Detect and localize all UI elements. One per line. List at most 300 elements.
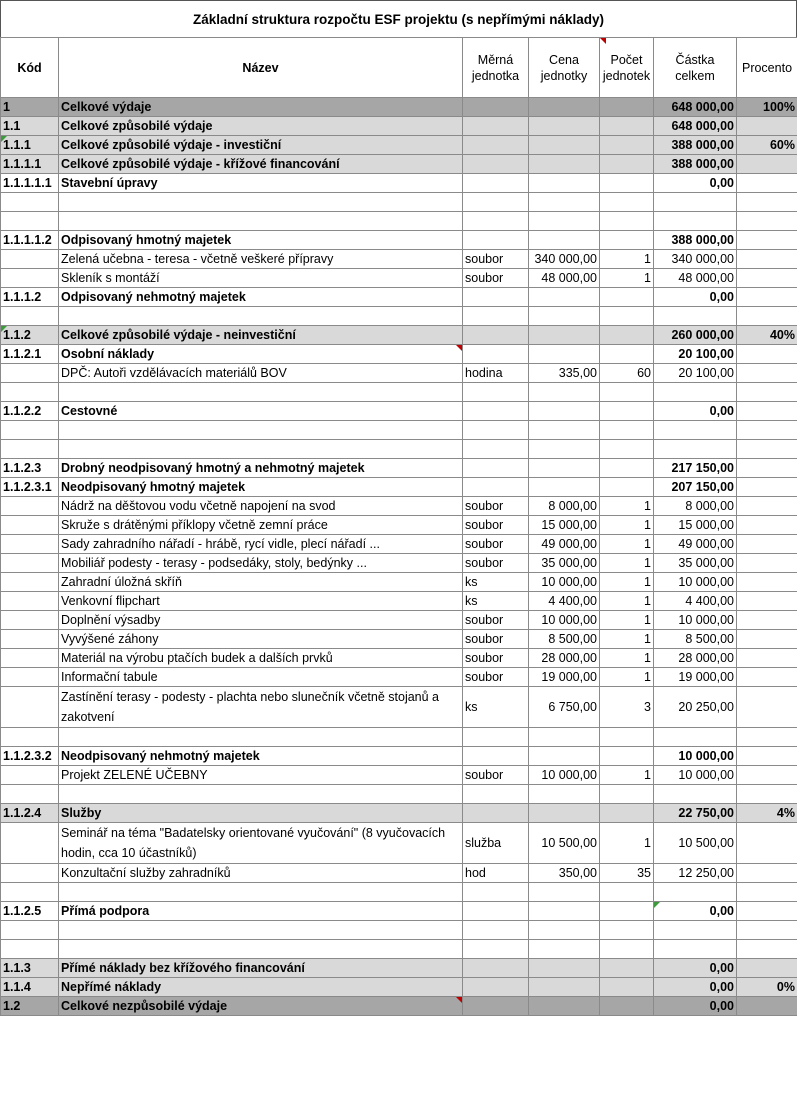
cell-kod[interactable]: 1.1.3 (1, 959, 59, 978)
cell-cena[interactable] (529, 174, 600, 193)
cell-procento[interactable] (737, 383, 797, 402)
cell-pocet[interactable] (600, 478, 654, 497)
cell-merna[interactable] (463, 940, 529, 959)
cell-nazev[interactable] (59, 212, 463, 231)
cell-procento[interactable] (737, 269, 797, 288)
cell-nazev[interactable]: Projekt ZELENÉ UČEBNY (59, 766, 463, 785)
cell-pocet[interactable] (600, 345, 654, 364)
cell-castka[interactable]: 20 250,00 (654, 687, 737, 728)
cell-merna[interactable] (463, 326, 529, 345)
cell-castka[interactable]: 0,00 (654, 288, 737, 307)
cell-procento[interactable] (737, 288, 797, 307)
cell-merna[interactable] (463, 459, 529, 478)
cell-procento[interactable] (737, 611, 797, 630)
cell-procento[interactable] (737, 554, 797, 573)
cell-kod[interactable]: 1.1.2.3.2 (1, 747, 59, 766)
cell-procento[interactable] (737, 307, 797, 326)
cell-nazev[interactable]: Doplnění výsadby (59, 611, 463, 630)
cell-merna[interactable]: hod (463, 864, 529, 883)
cell-nazev[interactable]: Konzultační služby zahradníků (59, 864, 463, 883)
cell-procento[interactable] (737, 364, 797, 383)
cell-castka[interactable]: 28 000,00 (654, 649, 737, 668)
cell-castka[interactable]: 49 000,00 (654, 535, 737, 554)
cell-procento[interactable]: 4% (737, 804, 797, 823)
cell-procento[interactable] (737, 728, 797, 747)
cell-nazev[interactable]: Nádrž na děštovou vodu včetně napojení na svod (59, 497, 463, 516)
cell-merna[interactable] (463, 440, 529, 459)
cell-nazev[interactable]: Cestovné (59, 402, 463, 421)
cell-pocet[interactable] (600, 288, 654, 307)
cell-nazev[interactable] (59, 193, 463, 212)
cell-procento[interactable] (737, 864, 797, 883)
cell-kod[interactable] (1, 921, 59, 940)
cell-kod[interactable]: 1.1.1.1 (1, 155, 59, 174)
cell-procento[interactable] (737, 174, 797, 193)
cell-nazev[interactable]: Nepřímé náklady (59, 978, 463, 997)
cell-nazev[interactable]: Služby (59, 804, 463, 823)
cell-castka[interactable]: 0,00 (654, 997, 737, 1016)
cell-nazev[interactable]: Mobiliář podesty - terasy - podsedáky, stoly, bedýnky ... (59, 554, 463, 573)
cell-cena[interactable] (529, 747, 600, 766)
cell-procento[interactable] (737, 940, 797, 959)
cell-castka[interactable]: 0,00 (654, 902, 737, 921)
cell-castka[interactable]: 10 000,00 (654, 766, 737, 785)
cell-kod[interactable]: 1.1.2.1 (1, 345, 59, 364)
cell-kod[interactable] (1, 592, 59, 611)
cell-kod[interactable]: 1.1.2.3 (1, 459, 59, 478)
cell-castka[interactable] (654, 212, 737, 231)
cell-cena[interactable] (529, 785, 600, 804)
cell-nazev[interactable]: Zastínění terasy - podesty - plachta nebo slunečník včetně stojanů a zakotvení (59, 687, 463, 728)
cell-pocet[interactable]: 1 (600, 611, 654, 630)
cell-nazev[interactable]: Neodpisovaný nehmotný majetek (59, 747, 463, 766)
cell-nazev[interactable]: Seminář na téma "Badatelsky orientované vyučování" (8 vyučovacích hodin, cca 10 účastníků) (59, 823, 463, 864)
cell-pocet[interactable] (600, 804, 654, 823)
cell-nazev[interactable]: Celkové způsobilé výdaje - křížové financování (59, 155, 463, 174)
cell-nazev[interactable]: Drobný neodpisovaný hmotný a nehmotný majetek (59, 459, 463, 478)
cell-castka[interactable]: 22 750,00 (654, 804, 737, 823)
cell-nazev[interactable]: Venkovní flipchart (59, 592, 463, 611)
cell-pocet[interactable] (600, 231, 654, 250)
cell-merna[interactable] (463, 193, 529, 212)
cell-cena[interactable]: 19 000,00 (529, 668, 600, 687)
cell-pocet[interactable]: 1 (600, 535, 654, 554)
cell-nazev[interactable]: Celkové způsobilé výdaje - investiční (59, 136, 463, 155)
cell-pocet[interactable] (600, 402, 654, 421)
cell-nazev[interactable]: DPČ: Autoři vzdělávacích materiálů BOV (59, 364, 463, 383)
cell-pocet[interactable]: 1 (600, 573, 654, 592)
cell-merna[interactable] (463, 728, 529, 747)
cell-cena[interactable]: 28 000,00 (529, 649, 600, 668)
cell-merna[interactable] (463, 231, 529, 250)
cell-cena[interactable]: 10 000,00 (529, 611, 600, 630)
cell-nazev[interactable] (59, 421, 463, 440)
cell-merna[interactable] (463, 117, 529, 136)
cell-cena[interactable] (529, 98, 600, 117)
cell-procento[interactable] (737, 402, 797, 421)
cell-procento[interactable]: 60% (737, 136, 797, 155)
cell-cena[interactable] (529, 902, 600, 921)
cell-procento[interactable] (737, 345, 797, 364)
cell-merna[interactable]: služba (463, 823, 529, 864)
cell-cena[interactable] (529, 959, 600, 978)
cell-kod[interactable] (1, 497, 59, 516)
cell-cena[interactable]: 35 000,00 (529, 554, 600, 573)
cell-castka[interactable]: 8 000,00 (654, 497, 737, 516)
cell-castka[interactable]: 19 000,00 (654, 668, 737, 687)
cell-cena[interactable] (529, 883, 600, 902)
cell-cena[interactable] (529, 326, 600, 345)
cell-kod[interactable]: 1.1.4 (1, 978, 59, 997)
cell-kod[interactable]: 1.1.1 (1, 136, 59, 155)
cell-nazev[interactable]: Celkové způsobilé výdaje (59, 117, 463, 136)
cell-procento[interactable] (737, 592, 797, 611)
cell-procento[interactable] (737, 823, 797, 864)
cell-castka[interactable]: 15 000,00 (654, 516, 737, 535)
cell-merna[interactable] (463, 307, 529, 326)
cell-pocet[interactable] (600, 326, 654, 345)
cell-kod[interactable]: 1.2 (1, 997, 59, 1016)
cell-merna[interactable] (463, 383, 529, 402)
cell-merna[interactable] (463, 883, 529, 902)
cell-pocet[interactable]: 3 (600, 687, 654, 728)
cell-pocet[interactable] (600, 978, 654, 997)
cell-castka[interactable] (654, 940, 737, 959)
cell-castka[interactable]: 10 500,00 (654, 823, 737, 864)
cell-cena[interactable] (529, 383, 600, 402)
cell-pocet[interactable]: 1 (600, 823, 654, 864)
cell-procento[interactable] (737, 421, 797, 440)
cell-pocet[interactable] (600, 117, 654, 136)
cell-nazev[interactable]: Zelená učebna - teresa - včetně veškeré přípravy (59, 250, 463, 269)
cell-merna[interactable] (463, 421, 529, 440)
cell-procento[interactable] (737, 440, 797, 459)
cell-pocet[interactable]: 1 (600, 668, 654, 687)
cell-procento[interactable]: 100% (737, 98, 797, 117)
cell-castka[interactable]: 340 000,00 (654, 250, 737, 269)
cell-pocet[interactable]: 1 (600, 592, 654, 611)
cell-castka[interactable] (654, 383, 737, 402)
cell-pocet[interactable]: 1 (600, 497, 654, 516)
cell-pocet[interactable] (600, 421, 654, 440)
cell-castka[interactable]: 388 000,00 (654, 231, 737, 250)
cell-cena[interactable] (529, 921, 600, 940)
cell-cena[interactable]: 4 400,00 (529, 592, 600, 611)
cell-nazev[interactable]: Stavební úpravy (59, 174, 463, 193)
cell-merna[interactable] (463, 902, 529, 921)
cell-nazev[interactable]: Neodpisovaný hmotný majetek (59, 478, 463, 497)
cell-nazev[interactable]: Celkové způsobilé výdaje - neinvestiční (59, 326, 463, 345)
cell-castka[interactable]: 35 000,00 (654, 554, 737, 573)
cell-castka[interactable]: 0,00 (654, 959, 737, 978)
cell-kod[interactable]: 1 (1, 98, 59, 117)
cell-kod[interactable] (1, 440, 59, 459)
cell-cena[interactable]: 48 000,00 (529, 269, 600, 288)
cell-nazev[interactable]: Odpisovaný hmotný majetek (59, 231, 463, 250)
cell-cena[interactable] (529, 421, 600, 440)
cell-procento[interactable] (737, 785, 797, 804)
cell-castka[interactable] (654, 728, 737, 747)
cell-castka[interactable] (654, 440, 737, 459)
cell-castka[interactable] (654, 193, 737, 212)
cell-castka[interactable]: 12 250,00 (654, 864, 737, 883)
cell-cena[interactable]: 10 000,00 (529, 573, 600, 592)
cell-nazev[interactable]: Celkové nezpůsobilé výdaje (59, 997, 463, 1016)
cell-merna[interactable] (463, 959, 529, 978)
cell-castka[interactable]: 10 000,00 (654, 573, 737, 592)
cell-cena[interactable] (529, 728, 600, 747)
cell-cena[interactable] (529, 997, 600, 1016)
cell-pocet[interactable] (600, 136, 654, 155)
cell-kod[interactable] (1, 940, 59, 959)
cell-procento[interactable] (737, 497, 797, 516)
cell-procento[interactable] (737, 250, 797, 269)
cell-nazev[interactable] (59, 440, 463, 459)
cell-merna[interactable]: soubor (463, 766, 529, 785)
cell-kod[interactable] (1, 269, 59, 288)
cell-cena[interactable] (529, 940, 600, 959)
cell-kod[interactable] (1, 785, 59, 804)
cell-kod[interactable] (1, 630, 59, 649)
cell-kod[interactable] (1, 687, 59, 728)
cell-cena[interactable] (529, 440, 600, 459)
cell-nazev[interactable] (59, 728, 463, 747)
cell-castka[interactable]: 217 150,00 (654, 459, 737, 478)
cell-pocet[interactable]: 1 (600, 630, 654, 649)
cell-pocet[interactable] (600, 212, 654, 231)
cell-merna[interactable] (463, 478, 529, 497)
cell-kod[interactable] (1, 864, 59, 883)
cell-castka[interactable] (654, 883, 737, 902)
cell-nazev[interactable]: Materiál na výrobu ptačích budek a dalších prvků (59, 649, 463, 668)
cell-kod[interactable]: 1.1.2.2 (1, 402, 59, 421)
cell-castka[interactable]: 388 000,00 (654, 136, 737, 155)
cell-kod[interactable] (1, 421, 59, 440)
cell-kod[interactable] (1, 823, 59, 864)
cell-castka[interactable]: 4 400,00 (654, 592, 737, 611)
cell-merna[interactable]: soubor (463, 250, 529, 269)
cell-merna[interactable]: ks (463, 573, 529, 592)
cell-merna[interactable] (463, 804, 529, 823)
cell-pocet[interactable]: 60 (600, 364, 654, 383)
cell-kod[interactable] (1, 383, 59, 402)
cell-cena[interactable]: 10 500,00 (529, 823, 600, 864)
cell-castka[interactable]: 388 000,00 (654, 155, 737, 174)
cell-kod[interactable] (1, 516, 59, 535)
cell-castka[interactable] (654, 785, 737, 804)
cell-cena[interactable] (529, 155, 600, 174)
cell-pocet[interactable] (600, 997, 654, 1016)
cell-procento[interactable] (737, 649, 797, 668)
cell-merna[interactable]: soubor (463, 497, 529, 516)
cell-nazev[interactable]: Skruže s drátěnými příklopy včetně zemní práce (59, 516, 463, 535)
cell-cena[interactable] (529, 193, 600, 212)
cell-castka[interactable]: 10 000,00 (654, 747, 737, 766)
cell-cena[interactable] (529, 345, 600, 364)
cell-cena[interactable] (529, 459, 600, 478)
cell-nazev[interactable]: Skleník s montáží (59, 269, 463, 288)
cell-pocet[interactable]: 35 (600, 864, 654, 883)
cell-merna[interactable] (463, 785, 529, 804)
cell-nazev[interactable] (59, 883, 463, 902)
cell-procento[interactable] (737, 478, 797, 497)
cell-kod[interactable]: 1.1.1.2 (1, 288, 59, 307)
cell-pocet[interactable]: 1 (600, 250, 654, 269)
cell-cena[interactable] (529, 804, 600, 823)
cell-merna[interactable] (463, 155, 529, 174)
cell-nazev[interactable]: Zahradní úložná skříň (59, 573, 463, 592)
cell-procento[interactable] (737, 902, 797, 921)
cell-procento[interactable] (737, 630, 797, 649)
cell-merna[interactable] (463, 288, 529, 307)
cell-pocet[interactable]: 1 (600, 554, 654, 573)
cell-procento[interactable] (737, 747, 797, 766)
cell-castka[interactable]: 48 000,00 (654, 269, 737, 288)
cell-nazev[interactable]: Vyvýšené záhony (59, 630, 463, 649)
cell-kod[interactable] (1, 766, 59, 785)
cell-merna[interactable]: soubor (463, 554, 529, 573)
cell-pocet[interactable] (600, 747, 654, 766)
cell-cena[interactable] (529, 478, 600, 497)
cell-pocet[interactable]: 1 (600, 649, 654, 668)
cell-procento[interactable] (737, 573, 797, 592)
cell-nazev[interactable]: Osobní náklady (59, 345, 463, 364)
cell-nazev[interactable] (59, 785, 463, 804)
cell-nazev[interactable]: Odpisovaný nehmotný majetek (59, 288, 463, 307)
cell-nazev[interactable]: Sady zahradního nářadí - hrábě, rycí vidle, plecí nářadí ... (59, 535, 463, 554)
cell-procento[interactable]: 40% (737, 326, 797, 345)
cell-merna[interactable] (463, 402, 529, 421)
cell-kod[interactable] (1, 535, 59, 554)
cell-pocet[interactable] (600, 440, 654, 459)
cell-merna[interactable]: ks (463, 592, 529, 611)
cell-procento[interactable] (737, 959, 797, 978)
cell-merna[interactable] (463, 345, 529, 364)
cell-cena[interactable]: 6 750,00 (529, 687, 600, 728)
cell-kod[interactable]: 1.1.2.4 (1, 804, 59, 823)
cell-procento[interactable] (737, 193, 797, 212)
cell-merna[interactable]: soubor (463, 611, 529, 630)
cell-kod[interactable] (1, 611, 59, 630)
cell-procento[interactable] (737, 117, 797, 136)
cell-kod[interactable] (1, 212, 59, 231)
cell-kod[interactable]: 1.1.1.1.1 (1, 174, 59, 193)
cell-cena[interactable]: 15 000,00 (529, 516, 600, 535)
cell-merna[interactable] (463, 747, 529, 766)
cell-castka[interactable] (654, 921, 737, 940)
cell-nazev[interactable] (59, 307, 463, 326)
cell-kod[interactable] (1, 364, 59, 383)
cell-cena[interactable]: 8 500,00 (529, 630, 600, 649)
cell-pocet[interactable] (600, 459, 654, 478)
cell-nazev[interactable]: Celkové výdaje (59, 98, 463, 117)
cell-procento[interactable] (737, 766, 797, 785)
cell-castka[interactable]: 20 100,00 (654, 364, 737, 383)
cell-procento[interactable] (737, 212, 797, 231)
cell-merna[interactable] (463, 921, 529, 940)
cell-castka[interactable]: 8 500,00 (654, 630, 737, 649)
cell-kod[interactable] (1, 668, 59, 687)
cell-kod[interactable] (1, 307, 59, 326)
cell-nazev[interactable] (59, 921, 463, 940)
cell-pocet[interactable] (600, 383, 654, 402)
cell-procento[interactable] (737, 921, 797, 940)
cell-procento[interactable] (737, 668, 797, 687)
cell-castka[interactable] (654, 307, 737, 326)
cell-pocet[interactable] (600, 902, 654, 921)
cell-merna[interactable]: soubor (463, 668, 529, 687)
cell-procento[interactable] (737, 459, 797, 478)
cell-cena[interactable]: 340 000,00 (529, 250, 600, 269)
cell-procento[interactable] (737, 155, 797, 174)
cell-pocet[interactable] (600, 174, 654, 193)
cell-cena[interactable] (529, 231, 600, 250)
cell-kod[interactable] (1, 250, 59, 269)
cell-castka[interactable]: 0,00 (654, 402, 737, 421)
cell-pocet[interactable] (600, 883, 654, 902)
cell-kod[interactable]: 1.1.2.5 (1, 902, 59, 921)
cell-kod[interactable] (1, 728, 59, 747)
cell-castka[interactable]: 10 000,00 (654, 611, 737, 630)
cell-kod[interactable]: 1.1 (1, 117, 59, 136)
cell-kod[interactable] (1, 573, 59, 592)
cell-procento[interactable] (737, 687, 797, 728)
cell-merna[interactable] (463, 136, 529, 155)
cell-cena[interactable]: 335,00 (529, 364, 600, 383)
cell-nazev[interactable]: Přímá podpora (59, 902, 463, 921)
cell-pocet[interactable] (600, 98, 654, 117)
cell-merna[interactable] (463, 174, 529, 193)
cell-nazev[interactable] (59, 940, 463, 959)
cell-kod[interactable]: 1.1.1.1.2 (1, 231, 59, 250)
cell-kod[interactable] (1, 554, 59, 573)
cell-pocet[interactable] (600, 155, 654, 174)
cell-castka[interactable]: 20 100,00 (654, 345, 737, 364)
cell-kod[interactable] (1, 649, 59, 668)
cell-procento[interactable] (737, 231, 797, 250)
cell-castka[interactable]: 260 000,00 (654, 326, 737, 345)
cell-nazev[interactable] (59, 383, 463, 402)
cell-cena[interactable]: 10 000,00 (529, 766, 600, 785)
cell-castka[interactable] (654, 421, 737, 440)
cell-castka[interactable]: 207 150,00 (654, 478, 737, 497)
cell-nazev[interactable]: Informační tabule (59, 668, 463, 687)
cell-cena[interactable] (529, 136, 600, 155)
cell-cena[interactable] (529, 307, 600, 326)
cell-cena[interactable] (529, 288, 600, 307)
cell-kod[interactable]: 1.1.2 (1, 326, 59, 345)
cell-pocet[interactable] (600, 940, 654, 959)
cell-cena[interactable] (529, 117, 600, 136)
cell-procento[interactable] (737, 535, 797, 554)
cell-merna[interactable]: soubor (463, 516, 529, 535)
cell-procento[interactable] (737, 883, 797, 902)
cell-cena[interactable] (529, 212, 600, 231)
cell-cena[interactable]: 49 000,00 (529, 535, 600, 554)
cell-merna[interactable]: soubor (463, 630, 529, 649)
cell-cena[interactable] (529, 402, 600, 421)
cell-merna[interactable]: soubor (463, 649, 529, 668)
cell-castka[interactable]: 0,00 (654, 174, 737, 193)
cell-merna[interactable]: hodina (463, 364, 529, 383)
cell-pocet[interactable]: 1 (600, 766, 654, 785)
cell-pocet[interactable] (600, 921, 654, 940)
cell-pocet[interactable] (600, 728, 654, 747)
cell-kod[interactable]: 1.1.2.3.1 (1, 478, 59, 497)
cell-pocet[interactable] (600, 193, 654, 212)
cell-merna[interactable] (463, 978, 529, 997)
cell-castka[interactable]: 648 000,00 (654, 117, 737, 136)
